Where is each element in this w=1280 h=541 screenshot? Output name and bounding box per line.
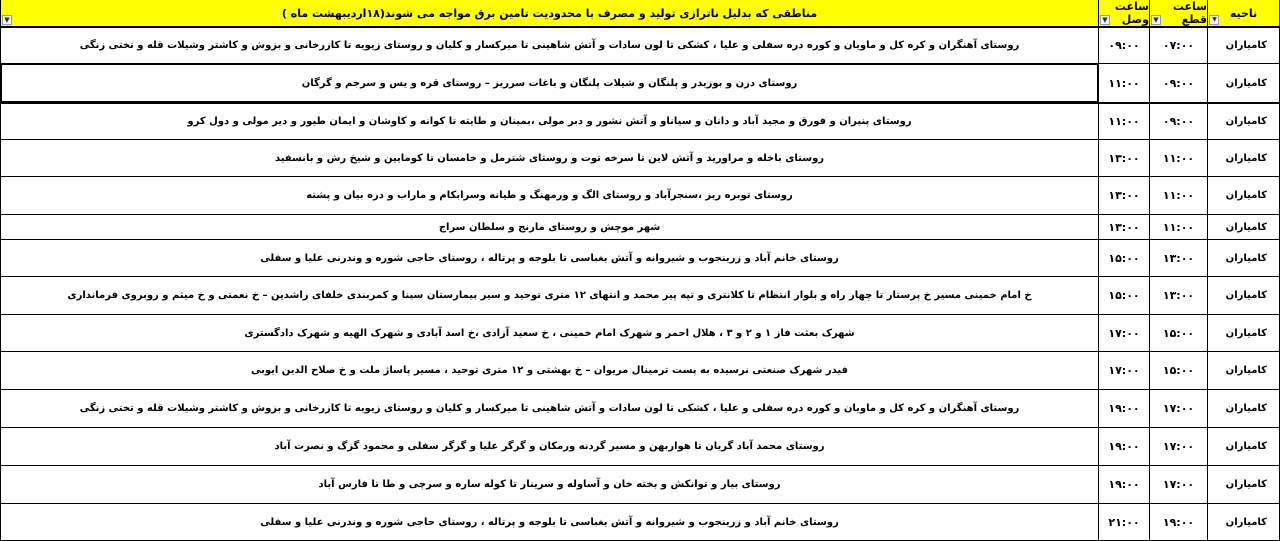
cut-time-cell[interactable] [1149,315,1207,351]
connect-time-cell-text: ۱۳:۰۰ [1108,189,1140,202]
table-row[interactable] [1,28,1279,64]
areas-cell-text: روستای خانم آباد و زرینجوب و شیروانه و آتش یغباسی تا بلوجه و پرتاله ، روستای حاجی شوره و وندرنی علیا و سفلی [260,252,839,264]
connect-time-cell-text: ۱۵:۰۰ [1108,251,1140,265]
connect-time-cell[interactable] [1098,215,1149,239]
region-cell-text: کامیاران [1225,290,1267,301]
region-cell-text: کامیاران [1225,365,1267,376]
cut-time-cell-text: ۱۹:۰۰ [1162,515,1195,529]
connect-time-cell[interactable] [1098,428,1149,465]
cut-time-cell-text: ۱۳:۰۰ [1162,251,1195,265]
region-cell[interactable] [1207,504,1279,540]
cut-time-cell[interactable] [1149,28,1207,63]
table-row[interactable] [1,103,1279,140]
connect-time-cell[interactable] [1098,504,1149,540]
region-cell[interactable] [1207,390,1279,427]
connect-time-cell[interactable] [1098,28,1149,63]
region-cell-text: کامیاران [1225,441,1267,452]
region-cell[interactable] [1207,177,1279,214]
cut-time-cell-text: ۱۳:۰۰ [1162,289,1195,302]
areas-cell[interactable] [1,277,1098,314]
connect-time-cell[interactable] [1098,64,1149,102]
region-cell[interactable] [1207,315,1279,351]
connect-time-cell[interactable] [1098,352,1149,389]
region-cell[interactable] [1207,277,1279,314]
region-cell-text: کامیاران [1225,190,1267,201]
table-row[interactable] [1,428,1279,466]
cut-time-cell-text: ۰۹:۰۰ [1162,114,1195,128]
areas-cell[interactable] [1,64,1098,102]
table-row[interactable] [1,215,1279,240]
region-cell[interactable] [1207,466,1279,503]
areas-cell[interactable] [1,352,1098,389]
cut-time-cell-text: ۱۱:۰۰ [1162,220,1195,234]
table-row[interactable] [1,277,1279,315]
table-row[interactable] [1,64,1279,103]
filter-active-icon[interactable]: ▼ [1209,15,1219,25]
areas-cell[interactable] [1,240,1098,276]
cut-time-cell[interactable] [1149,504,1207,540]
areas-cell-text: فیدر شهرک صنعتی نرسیده به پست ترمینال مریوان – خ بهشتی و ۱۲ متری توحید ، مسیر پاساژ ملت و خ صلاح الدین ایوبی [250,365,849,376]
cut-time-cell[interactable] [1149,240,1207,276]
connect-time-cell-text: ۱۷:۰۰ [1108,326,1140,340]
cut-time-cell[interactable] [1149,466,1207,503]
header-connect-time[interactable] [1098,0,1149,26]
areas-cell[interactable] [1,466,1098,503]
cut-time-cell-text: ۱۷:۰۰ [1162,478,1195,491]
connect-time-cell-text: ۱۱:۰۰ [1108,114,1140,128]
region-cell[interactable] [1207,352,1279,389]
areas-cell[interactable] [1,140,1098,176]
region-cell-text: کامیاران [1225,152,1267,164]
connect-time-cell-text: ۱۳:۰۰ [1108,151,1140,165]
connect-time-cell-text: ۲۱:۰۰ [1108,515,1140,529]
connect-time-cell-text: ۱۹:۰۰ [1108,478,1140,491]
header-row [1,0,1279,28]
areas-cell-text: روستای توبره ریز ،سنجرآباد و روستای الگ و ورمهنگ و طیانه وسرابکام و ماراب و دره بیان و پشته [306,190,793,201]
region-cell-text: کامیاران [1225,115,1267,127]
cut-time-cell[interactable] [1149,277,1207,314]
areas-cell-text: روستای آهنگران و کره کل و ماویان و کوره دره سفلی و علیا ، کشکی تا لون سادات و آتش شاهینی تا میرکسار و کلیان و روستای زیویه تا کازرخانی و بزوش و کاشتر وشیلات قله و تختی زنگی [79,40,1020,51]
areas-cell-text: روستای آهنگران و کره کل و ماویان و کوره دره سفلی و علیا ، کشکی تا لون سادات و آتش شاهینی تا میرکسار و کلیان و روستای زیویه تا کازرخانی و بزوش و کاشتر وشیلات قله و تختی زنگی [79,403,1020,414]
cut-time-cell-text: ۱۱:۰۰ [1162,189,1195,202]
areas-cell[interactable] [1,428,1098,465]
table-row[interactable] [1,240,1279,277]
region-cell-text: کامیاران [1225,327,1267,339]
region-cell[interactable] [1207,64,1279,102]
cut-time-cell[interactable] [1149,390,1207,427]
connect-time-cell[interactable] [1098,177,1149,214]
cut-time-cell[interactable] [1149,215,1207,239]
areas-cell-text: روستای خانم آباد و زرینجوب و شیروانه و آتش یغباسی تا بلوجه و پرتاله ، روستای حاجی شوره و وندرنی علیا و سفلی [260,516,839,528]
cut-time-cell[interactable] [1149,428,1207,465]
table-row[interactable] [1,390,1279,428]
areas-cell[interactable] [1,215,1098,239]
region-cell[interactable] [1207,140,1279,176]
connect-time-cell[interactable] [1098,240,1149,276]
connect-time-cell[interactable] [1098,390,1149,427]
connect-time-cell[interactable] [1098,315,1149,351]
cut-time-cell-text: ۱۱:۰۰ [1162,151,1195,165]
areas-cell-text: روستای پنیران و فورق و مجید آباد و دانان و سیاناو و آتش نشور و دبر مولی ،بمینان و طایته تا کوانه و کاوشان و ایمان طیور و دیر مولی و دول کرو [187,115,912,127]
areas-cell[interactable] [1,504,1098,540]
table-row[interactable] [1,504,1279,541]
areas-cell-text: شهر موچش و روستای مارنج و سلطان سراج [438,221,661,233]
areas-cell-text: روستای بیار و توانکش و بخته خان و آساوله و سرینار تا کوله ساره و سرچی و طا تا فارس آباد [318,479,781,490]
region-cell-text: کامیاران [1225,516,1267,528]
areas-cell-text: خ امام خمینی مسیر خ پرستار تا چهار راه و بلوار انتظام تا کلانتری و تپه پیر محمد و انتهای ۱۲ متری توحید و سیر بیمارستان سینا و کمربندی خلفای راشدین – خ نعمتی و خ میثم و روبروی فرمانداری [67,290,1032,301]
cut-time-cell[interactable] [1149,103,1207,139]
table-row[interactable] [1,466,1279,504]
cut-time-cell-text: ۰۷:۰۰ [1162,39,1195,52]
cut-time-cell-text: ۱۷:۰۰ [1162,440,1195,453]
areas-cell-text: روستای محمد آباد گریان تا هواربهن و مسیر گردنه ورمکان و گرگر علیا و گرگر سفلی و محمود گزگ و نصرت آباد [274,441,825,452]
dropdown-arrow-icon[interactable]: ▼ [2,15,12,25]
region-cell[interactable] [1207,215,1279,239]
region-cell-text: کامیاران [1225,77,1267,89]
table-row[interactable] [1,352,1279,390]
areas-cell[interactable] [1,177,1098,214]
cut-time-cell-text: ۰۹:۰۰ [1162,76,1195,90]
region-cell-text: کامیاران [1225,403,1267,414]
header-connect-time-label: ساعت وصل [1114,0,1149,26]
cut-time-cell-text: ۱۵:۰۰ [1162,364,1195,377]
areas-cell-text: شهرک بعثت فاز ۱ و ۲ و ۳ ، هلال احمر و شهرک امام خمینی ، خ سعید آزادی ،خ اسد آبادی و شهرک الهیه و شهرک دادگستری [244,327,855,339]
connect-time-cell[interactable] [1098,466,1149,503]
header-cut-time[interactable] [1149,0,1207,26]
connect-time-cell[interactable] [1098,277,1149,314]
region-cell-text: کامیاران [1225,40,1267,51]
table-row[interactable] [1,140,1279,177]
region-cell[interactable] [1207,103,1279,139]
cut-time-cell[interactable] [1149,177,1207,214]
region-cell[interactable] [1207,28,1279,63]
cut-time-cell-text: ۱۷:۰۰ [1162,402,1195,415]
region-cell[interactable] [1207,240,1279,276]
header-region[interactable] [1207,0,1279,26]
connect-time-cell-text: ۱۷:۰۰ [1108,364,1140,377]
cut-time-cell[interactable] [1149,140,1207,176]
connect-time-cell-text: ۱۱:۰۰ [1108,76,1140,90]
region-cell-text: کامیاران [1225,479,1267,490]
connect-time-cell-text: ۱۹:۰۰ [1108,440,1140,453]
table-row[interactable] [1,177,1279,215]
dropdown-arrow-icon[interactable]: ▼ [1100,15,1110,25]
region-cell-text: کامیاران [1225,252,1267,264]
header-cut-time-label: ساعت قطع [1172,0,1207,26]
region-cell-text: کامیاران [1225,221,1267,233]
connect-time-cell[interactable] [1098,140,1149,176]
connect-time-cell-text: ۰۹:۰۰ [1108,39,1140,52]
areas-cell-text: روستای دزن و بوزیدر و پلنگان و شیلات پلنگان و باغات سرریز – روستای قره و یس و سرجم و گرگان [301,77,798,89]
connect-time-cell-text: ۱۳:۰۰ [1108,220,1140,234]
header-areas-label: مناطقی که بدلیل ناترازی تولید و مصرف با محدودیت تامین برق مواجه می شوند(۱۸اردیبهشت ماه ) [281,6,818,20]
region-cell[interactable] [1207,428,1279,465]
connect-time-cell[interactable] [1098,103,1149,139]
connect-time-cell-text: ۱۹:۰۰ [1108,402,1140,415]
header-areas[interactable] [1,0,1098,26]
cut-time-cell[interactable] [1149,64,1207,102]
table-row[interactable] [1,315,1279,352]
cut-time-cell-text: ۱۵:۰۰ [1162,326,1195,340]
connect-time-cell-text: ۱۵:۰۰ [1108,289,1140,302]
areas-cell[interactable] [1,103,1098,139]
cut-time-cell[interactable] [1149,352,1207,389]
header-region-label: ناحیه [1229,6,1258,20]
areas-cell-text: روستای باخله و مراورید و آتش لاین تا سرخه توت و روستای شترمل و خامسان تا کومایین و شیخ رش و بانسفید [274,152,825,164]
areas-cell[interactable] [1,390,1098,427]
dropdown-arrow-icon[interactable]: ▼ [1151,15,1161,25]
areas-cell[interactable] [1,28,1098,63]
areas-cell[interactable] [1,315,1098,351]
